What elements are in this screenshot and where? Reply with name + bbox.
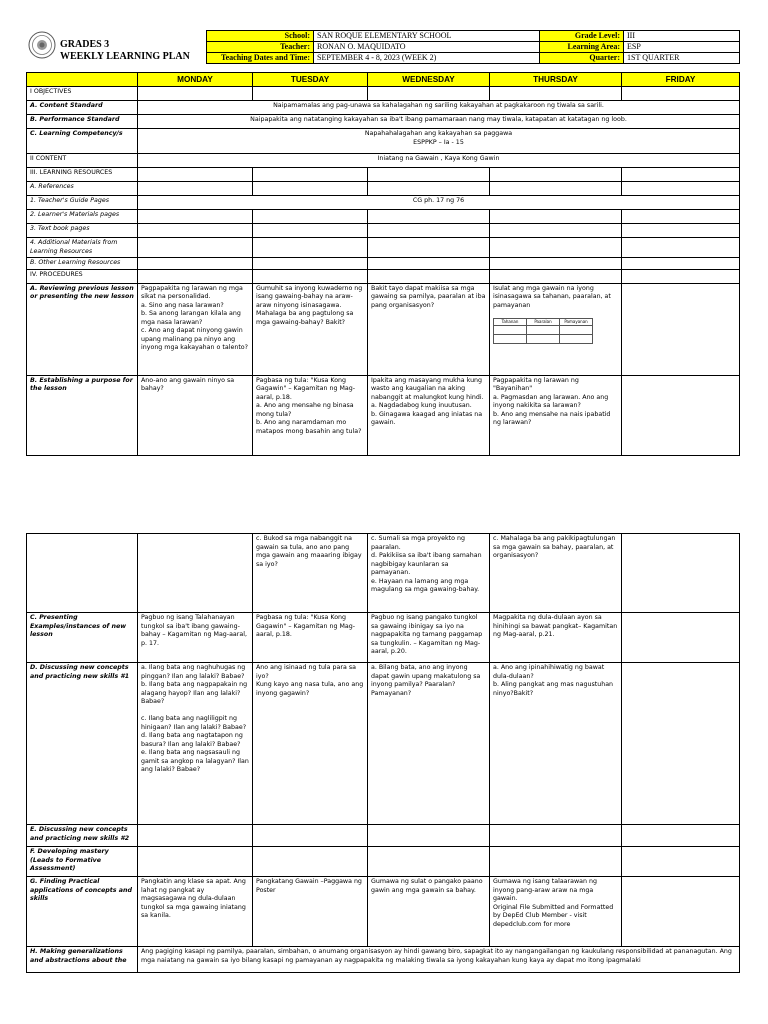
textbook-label: 3. Text book pages: [27, 224, 138, 238]
additional-materials-label: 4. Additional Materials from Learning Resources: [27, 238, 138, 258]
teacher-label: Teacher:: [207, 42, 314, 53]
mini-header-paaralan: Paaralan: [527, 319, 560, 326]
procedure-d-label: D. Discussing new concepts and practicing new skills #1: [27, 663, 138, 825]
dates-label: Teaching Dates and Time:: [207, 53, 314, 64]
procedure-b-tuesday-cont: c. Bukod sa mga nabanggit na gawain sa tula, ano ano pang mga gawain ang maaaring ibigay sa iyo?: [253, 534, 368, 613]
deped-seal-icon: [28, 31, 56, 59]
plan-title-line1: GRADES 3: [60, 39, 110, 50]
procedure-c-tuesday: Pagbasa ng tula: "Kusa Kong Gagawin" – Kagamitan ng Mag-aaral, p.18.: [253, 613, 368, 663]
teacher-value: RONAN O. MAQUIDATO: [314, 42, 540, 53]
procedure-d-tuesday: Ano ang isinaad ng tula para sa iyo? Kung kayo ang nasa tula, ano ang inyong gagawin?: [253, 663, 368, 825]
procedure-g-thursday: Gumawa ng isang talaarawan ng inyong pang-araw araw na mga gawain. Original File Submitted and Formatted by DepEd Club Member - visit depedclub.com for more: [490, 877, 622, 947]
quarter-label: Quarter:: [540, 53, 624, 64]
learners-materials-label: 2. Learner's Materials pages: [27, 210, 138, 224]
performance-standard-label: B. Performance Standard: [27, 115, 138, 129]
area-value: ESP: [624, 42, 740, 53]
procedure-b-tuesday: Pagbasa ng tula: "Kusa Kong Gagawin" – Kagamitan ng Mag-aaral, p.18. a. Ano ang mensahe ng binasa mong tula? b. Ano ang naramdaman mo matapos mong basahin ang tula?: [253, 375, 368, 455]
day-header-friday: FRIDAY: [622, 73, 740, 87]
school-value: SAN ROQUE ELEMENTARY SCHOOL: [314, 31, 540, 42]
gawain-mini-table: [493, 318, 593, 344]
objectives-heading: I OBJECTIVES: [27, 87, 138, 101]
day-header-tuesday: TUESDAY: [253, 73, 368, 87]
competency-line1: Napahahalagahan ang kakayahan sa paggawa: [364, 130, 513, 138]
procedure-c-label: C. Presenting Examples/instances of new lesson: [27, 613, 138, 663]
plan-table-page1: [26, 72, 739, 456]
procedure-e-label: E. Discussing new concepts and practicing new skills #2: [27, 825, 138, 847]
mini-header-pamayanan: Pamayanan: [560, 319, 593, 326]
day-header-wednesday: WEDNESDAY: [368, 73, 490, 87]
plan-title-line2: WEEKLY LEARNING PLAN: [60, 51, 190, 62]
dates-value: SEPTEMBER 4 - 8, 2023 (WEEK 2): [314, 53, 540, 64]
day-header-monday: MONDAY: [138, 73, 253, 87]
procedure-b-wednesday: Ipakita ang masayang mukha kung wasto ang kaugalian na aking nabanggit at malungkot kung hindi. a. Nagdadabog kung inuutusan. b. Ginagawa kaagad ang iniatas na gawain.: [368, 375, 490, 455]
grade-value: III: [624, 31, 740, 42]
teachers-guide-text: CG ph. 17 ng 76: [138, 196, 740, 210]
teachers-guide-label: 1. Teacher's Guide Pages: [27, 196, 138, 210]
content-heading: II CONTENT: [27, 154, 138, 168]
procedure-a-label: A. Reviewing previous lesson or presenting the new lesson: [27, 283, 138, 375]
competency-label: C. Learning Competency/s: [27, 129, 138, 154]
references-label: A. References: [27, 182, 138, 196]
procedure-g-tuesday: Pangkatang Gawain –Paggawa ng Poster: [253, 877, 368, 947]
procedure-b-monday: Ano-ano ang gawain ninyo sa bahay?: [138, 375, 253, 455]
procedure-c-wednesday: Pagbuo ng isang pangako tungkol sa gawaing ibinigay sa iyo na nagpapakita ng tamang paggamap sa tungkulin. – Kagamitan ng Mag-aaral, p.20.: [368, 613, 490, 663]
resources-heading: III. LEARNING RESOURCES: [27, 168, 138, 182]
procedure-d-wednesday: a. Bilang bata, ano ang inyong dapat gawin upang makatulong sa inyong pamilya? Paaralan? Pamayanan?: [368, 663, 490, 825]
school-label: School:: [207, 31, 314, 42]
procedure-b-thursday: Pagpapakita ng larawan ng "Bayanihan" a. Pagmasdan ang larawan. Ano ang inyong nakikita sa larawan? b. Ano ang mensahe na nais ipabatid ng larawan?: [490, 375, 622, 455]
procedure-a-tuesday: Gumuhit sa inyong kuwaderno ng isang gawaing-bahay na araw-araw ninyong isinasagawa. Mahalaga ba ang pagtulong sa mga gawaing-bahay? Bakit?: [253, 283, 368, 375]
content-text: Iniatang na Gawain , Kaya Kong Gawin: [138, 154, 740, 168]
procedure-a-thursday-text: Isulat ang mga gawain na iyong isinasagawa sa tahanan, paaralan, at pamayanan: [493, 284, 611, 309]
content-standard-label: A. Content Standard: [27, 101, 138, 115]
procedure-g-monday: Pangkatin ang klase sa apat. Ang lahat ng pangkat ay magsasagawa ng dula-dulaan tungkol sa mga gawaing iniatang sa kanila.: [138, 877, 253, 947]
procedure-c-thursday: Magpakita ng dula-dulaan ayon sa hinihingi sa bawat pangkat– Kagamitan ng Mag-aaral, p.21.: [490, 613, 622, 663]
header-block: [26, 30, 739, 65]
procedure-c-monday: Pagbuo ng isang Talahanayan tungkol sa iba't ibang gawaing-bahay – Kagamitan ng Mag-aaral, p. 17.: [138, 613, 253, 663]
quarter-value: 1ST QUARTER: [624, 53, 740, 64]
procedure-d-thursday: a. Ano ang ipinahihiwatig ng bawat dula-dulaan? b. Aling pangkat ang mas nagustuhan ninyo?Bakit?: [490, 663, 622, 825]
procedure-b-wednesday-cont: c. Sumali sa mga proyekto ng paaralan. d. Pakikiisa sa iba't ibang samahan nagbibigay kaunlaran sa pamayanan. e. Hayaan na lamang ang mga magulang sa mga gawaing-bahay.: [368, 534, 490, 613]
content-standard-text: Naipamamalas ang pag-unawa sa kahalagahan ng sariling kakayahan at pagkakaroon ng tiwala sa sarili.: [138, 101, 740, 115]
day-header-thursday: THURSDAY: [490, 73, 622, 87]
other-resources-label: B. Other Learning Resources: [27, 258, 138, 270]
area-label: Learning Area:: [540, 42, 624, 53]
performance-standard-text: Naipapakita ang natatanging kakayahan sa iba't ibang pamamaraan nang may tiwala, katapatan at katatagan ng loob.: [138, 115, 740, 129]
competency-code: ESPPKP – Ia - 15: [413, 138, 464, 146]
procedures-heading: IV. PROCEDURES: [27, 269, 138, 283]
procedure-f-label: F. Developing mastery (Leads to Formative Assessment): [27, 847, 138, 877]
procedure-a-wednesday: Bakit tayo dapat makiisa sa mga gawaing sa pamilya, paaralan at iba pang organisasyon?: [368, 283, 490, 375]
grade-label: Grade Level:: [540, 31, 624, 42]
procedure-g-label: G. Finding Practical applications of concepts and skills: [27, 877, 138, 947]
procedure-b-thursday-cont: c. Mahalaga ba ang pakikipagtulungan sa mga gawain sa bahay, paaralan, at organisasyon?: [490, 534, 622, 613]
procedure-a-thursday: [490, 283, 622, 375]
header-info-table: [206, 30, 740, 64]
procedure-h-label: H. Making generalizations and abstractions about the: [27, 947, 138, 973]
procedure-h-text: Ang pagiging kasapi ng pamilya, paaralan, simbahan, o anumang organisasyon ay hindi gawang biro, sapagkat ito ay nangangailangan ng kaukulang responsibilidad at pananagutan. Ang mga naiatang na gawain sa iyo bilang kasapi ng pamayanan ay nagpapakita ng malaking tiwala sa iyong kakayahan kung kaya ay dapat mo itong ipagmalaki: [138, 947, 740, 973]
procedure-a-monday: Pagpapakita ng larawan ng mga sikat na personalidad. a. Sino ang nasa larawan? b. Sa anong larangan kilala ang mga nasa larawan? c. Ano ang dapat ninyong gawin upang malinang pa ninyo ang inyong mga kakayahan o talento?: [138, 283, 253, 375]
mini-header-tahanan: Tahanan: [494, 319, 527, 326]
plan-table-page2: [26, 533, 739, 973]
procedure-b-label: B. Establishing a purpose for the lesson: [27, 375, 138, 455]
procedure-g-wednesday: Gumawa ng sulat o pangako paano gawin ang mga gawain sa bahay.: [368, 877, 490, 947]
competency-text: [138, 129, 740, 154]
procedure-d-monday: a. Ilang bata ang naghuhugas ng pinggan? Ilan ang lalaki? Babae? b. Ilang bata ang nagpapakain ng alagang hayop? Ilan ang lalaki? Babae? c. Ilang bata ang nagliligpit ng hinigaan? Ilan ang lalaki? Babae? d. Ilang bata ang nagtatapon ng basura? Ilan ang lalaki? Babae? e. Ilang bata ang nagsasauli ng gamit sa angkop na lalagyan? Ilan ang lalaki? Babae?: [138, 663, 253, 825]
